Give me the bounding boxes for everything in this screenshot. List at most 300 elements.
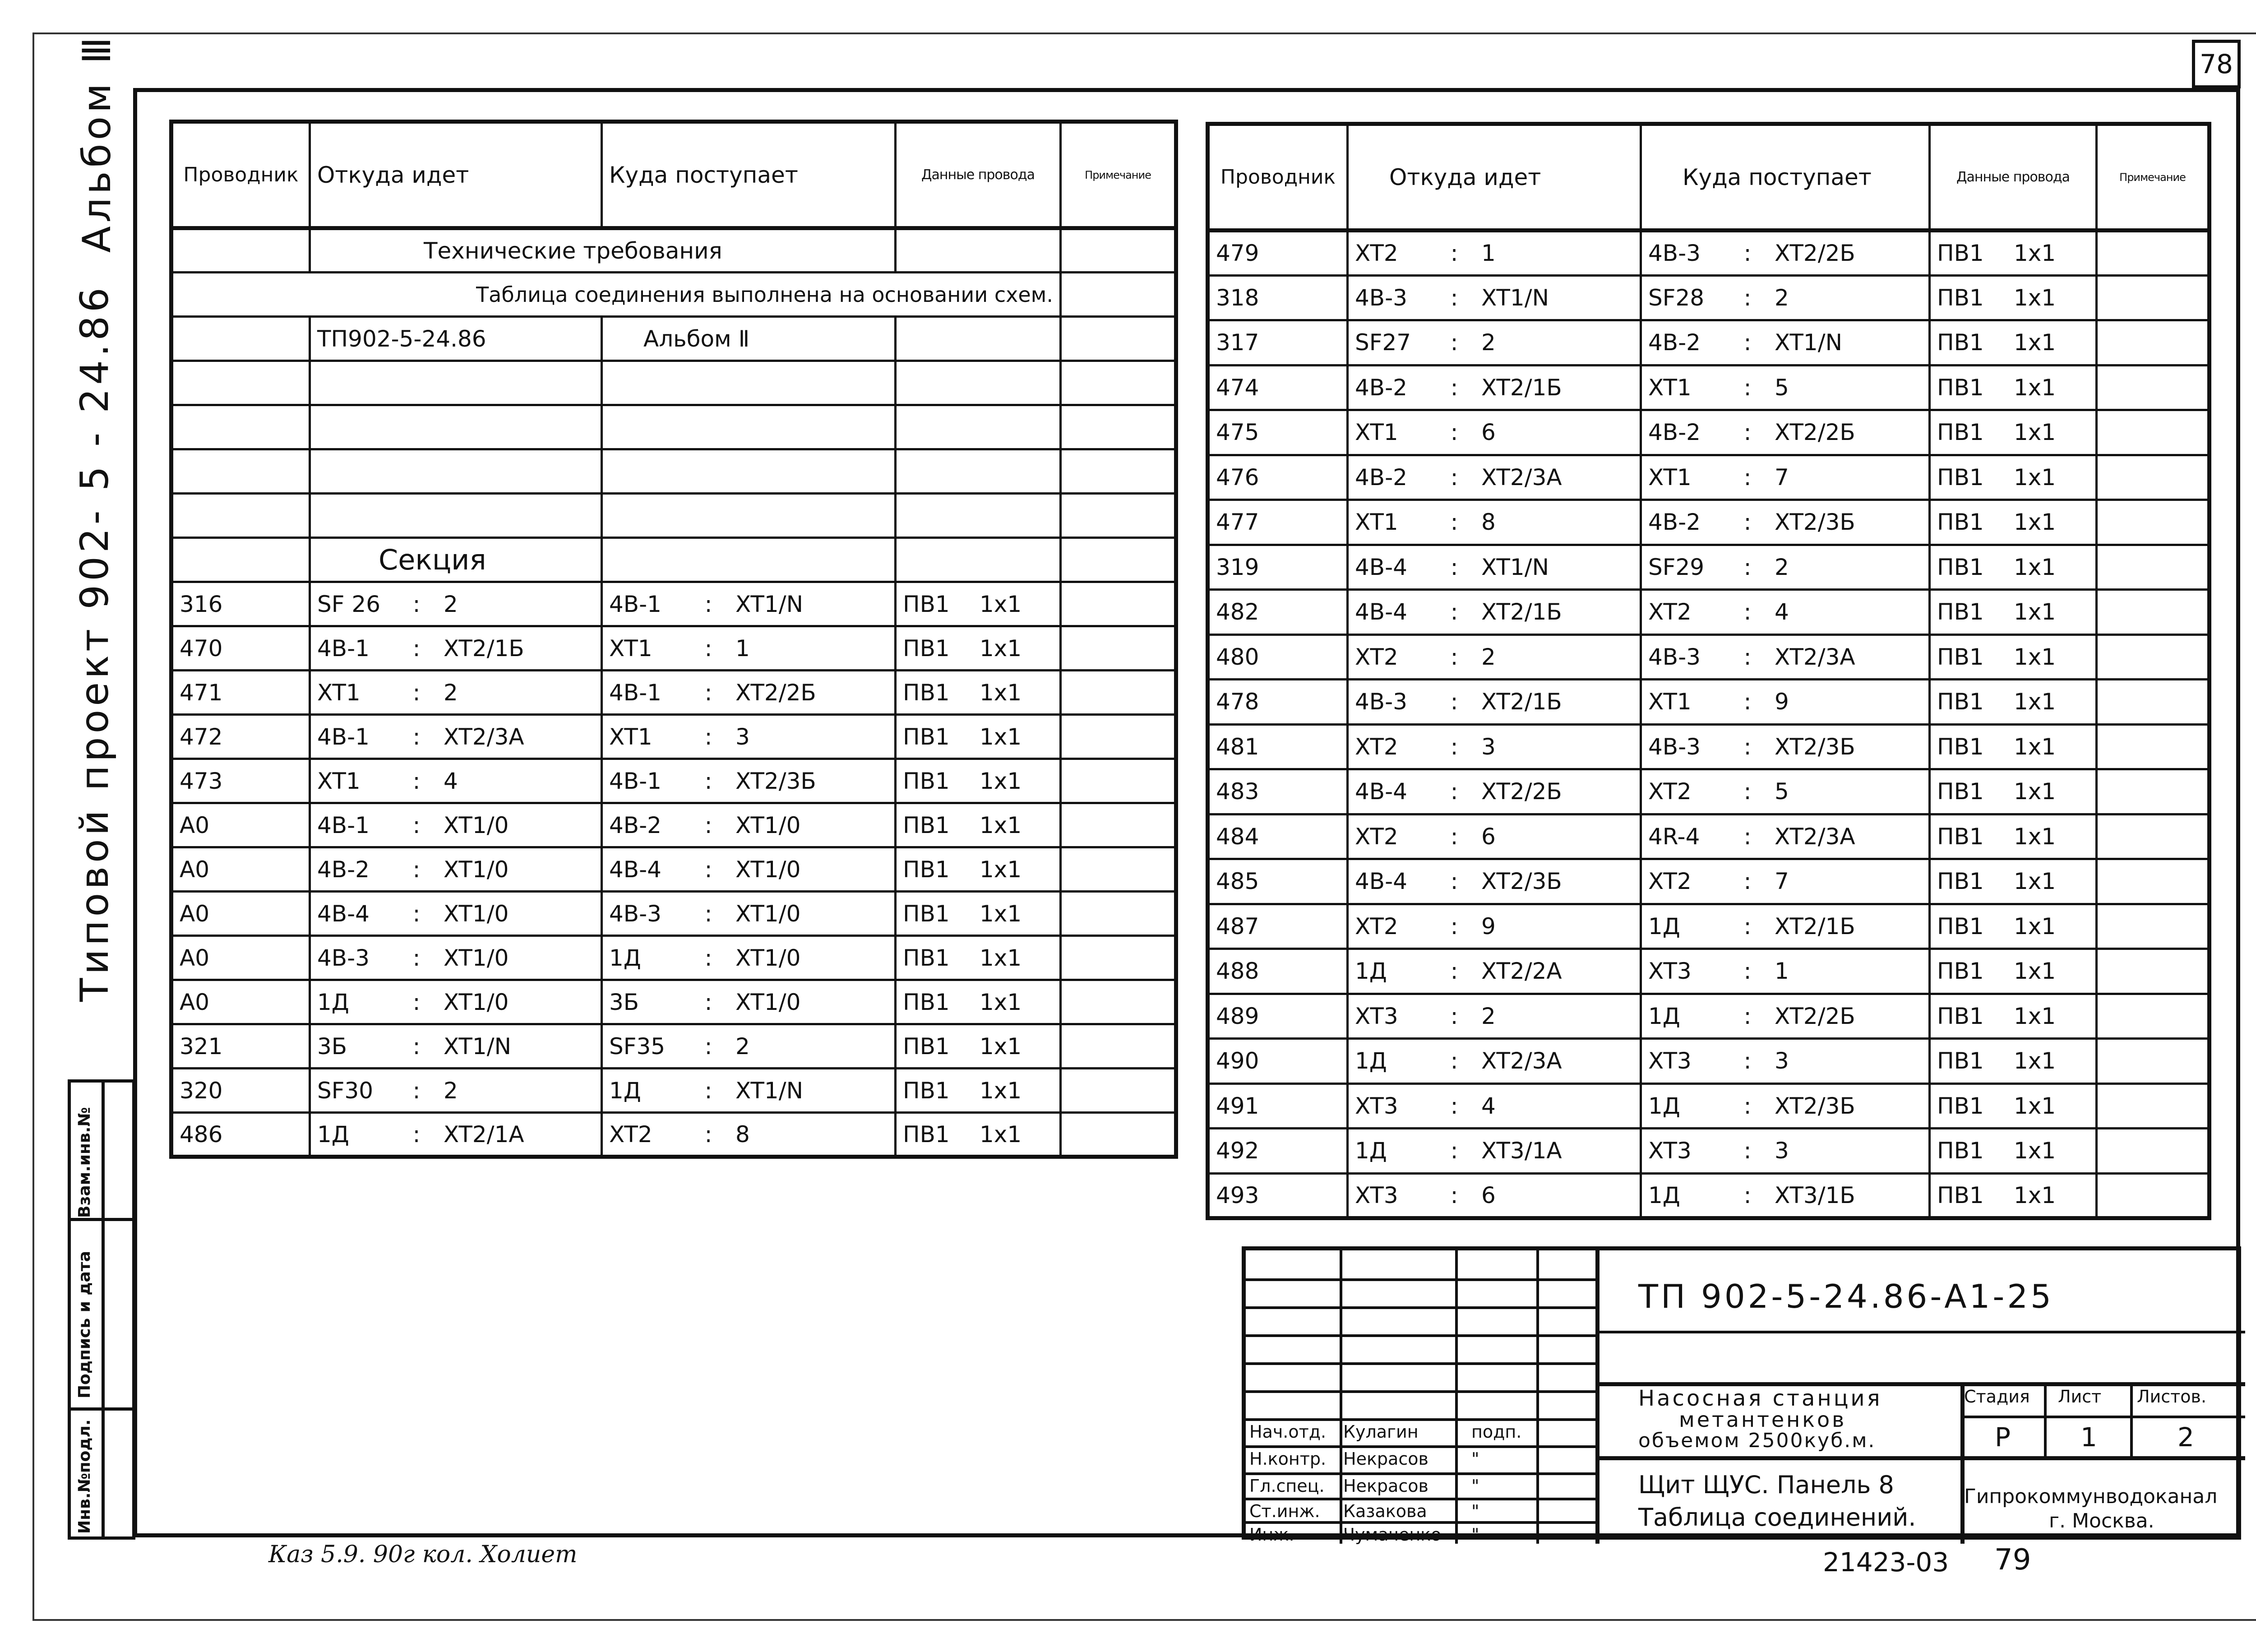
connection-note: Таблица соединения выполнена на основании схем. xyxy=(171,273,1061,317)
terminal-device: XT3 xyxy=(1648,1048,1692,1074)
terminal-device: XT1 xyxy=(1648,464,1692,491)
wire-cell xyxy=(1930,1173,2097,1218)
table-row xyxy=(1208,231,2210,276)
separator: : xyxy=(704,591,712,617)
from-cell xyxy=(1348,724,1641,769)
table-row xyxy=(171,803,1176,847)
separator: : xyxy=(412,679,421,706)
terminal-device: XT1 xyxy=(609,723,652,750)
terminal-device: 4В-4 xyxy=(1355,599,1407,625)
from-cell xyxy=(1348,904,1641,949)
staff-name: Некрасов xyxy=(1343,1476,1428,1496)
terminal-device: 4В-3 xyxy=(317,944,370,971)
to-cell xyxy=(1641,1129,1930,1174)
terminal-device: XT2 xyxy=(1355,913,1398,939)
table-row xyxy=(171,980,1176,1024)
table-row xyxy=(1208,724,2210,769)
note-cell xyxy=(1061,1069,1176,1113)
to-cell xyxy=(1641,410,1930,455)
wire-type: ПВ1 xyxy=(903,1121,950,1148)
tech-requirements: Технические требования xyxy=(310,228,896,273)
terminal-device: XT3 xyxy=(1648,1138,1692,1164)
separator: : xyxy=(1450,554,1458,580)
conductor-cell: 473 xyxy=(171,759,310,803)
col-from: Откуда идет xyxy=(1348,124,1641,231)
wire-cell xyxy=(1930,904,2097,949)
wire-section: 1x1 xyxy=(980,1033,1022,1060)
table-row xyxy=(171,538,1176,582)
terminal-pin: XT3/1А xyxy=(1481,1138,1562,1164)
conductor-cell: 320 xyxy=(171,1069,310,1113)
staff-name: Чумаченко xyxy=(1343,1525,1442,1545)
to-cell xyxy=(602,1113,896,1157)
separator: : xyxy=(704,635,712,662)
note-cell xyxy=(2097,859,2210,904)
separator: : xyxy=(1743,509,1752,536)
to-cell xyxy=(1641,231,1930,276)
separator: : xyxy=(1450,1048,1458,1074)
separator: : xyxy=(1743,958,1752,985)
table-row xyxy=(171,847,1176,892)
separator: : xyxy=(1450,464,1458,491)
wire-section: 1x1 xyxy=(2014,913,2056,939)
note-cell xyxy=(2097,320,2210,366)
terminal-pin: 9 xyxy=(1481,913,1496,939)
conductor-cell: 492 xyxy=(1208,1129,1348,1174)
wire-section: 1x1 xyxy=(2014,778,2056,805)
wire-type: ПВ1 xyxy=(1937,689,1984,715)
terminal-pin: 1 xyxy=(1775,958,1789,985)
note-cell xyxy=(1061,847,1176,892)
wire-type: ПВ1 xyxy=(1937,599,1984,625)
terminal-pin: XT1/0 xyxy=(444,900,509,927)
terminal-device: 4В-1 xyxy=(609,591,661,617)
title-block xyxy=(1242,1246,2241,1545)
terminal-device: 1Д xyxy=(1648,1003,1680,1029)
to-cell xyxy=(602,803,896,847)
from-cell xyxy=(1348,365,1641,410)
conductor-cell: 482 xyxy=(1208,590,1348,635)
separator: : xyxy=(1450,1003,1458,1029)
wire-cell xyxy=(1930,545,2097,590)
terminal-pin: XT1/N xyxy=(444,1033,511,1060)
table-row xyxy=(1208,680,2210,725)
wire-cell xyxy=(1930,410,2097,455)
separator: : xyxy=(412,989,421,1015)
terminal-pin: XT2/2Б xyxy=(735,679,816,706)
wire-cell xyxy=(896,892,1061,936)
separator: : xyxy=(412,856,421,883)
terminal-pin: XT1/N xyxy=(1775,329,1842,356)
terminal-pin: 1 xyxy=(735,635,750,662)
note-cell xyxy=(1061,626,1176,671)
wire-type: ПВ1 xyxy=(903,1033,950,1060)
separator: : xyxy=(1450,509,1458,536)
to-cell xyxy=(1641,455,1930,500)
terminal-pin: XT2/1Б xyxy=(444,635,524,662)
terminal-device: 4В-2 xyxy=(1648,419,1701,446)
col-conductor: Проводник xyxy=(1208,124,1348,231)
table-row xyxy=(171,671,1176,715)
terminal-device: 4В-3 xyxy=(609,900,661,927)
separator: : xyxy=(1743,1182,1752,1208)
to-cell xyxy=(1641,500,1930,545)
inventory-number: 21423-03 xyxy=(1823,1547,1949,1578)
note-cell xyxy=(1061,671,1176,715)
wire-section: 1x1 xyxy=(2014,374,2056,401)
separator: : xyxy=(1450,868,1458,895)
wire-cell xyxy=(1930,814,2097,859)
terminal-device: SF27 xyxy=(1355,329,1411,356)
stage-label: Стадия xyxy=(1964,1387,2030,1407)
terminal-pin: XT1/0 xyxy=(735,856,801,883)
from-cell xyxy=(1348,320,1641,366)
wire-type: ПВ1 xyxy=(903,989,950,1015)
terminal-device: XT3 xyxy=(1355,1182,1398,1208)
wire-section: 1x1 xyxy=(2014,284,2056,311)
terminal-device: XT1 xyxy=(1648,689,1692,715)
table-row xyxy=(1208,1083,2210,1129)
object-line-1: Насосная станция xyxy=(1638,1386,1882,1411)
terminal-pin: XT1/0 xyxy=(735,944,801,971)
conductor-cell: 483 xyxy=(1208,769,1348,814)
wire-type: ПВ1 xyxy=(1937,509,1984,536)
staff-signature: " xyxy=(1471,1476,1479,1496)
table-row xyxy=(171,892,1176,936)
terminal-device: 4В-4 xyxy=(317,900,370,927)
wire-cell xyxy=(896,980,1061,1024)
wire-cell xyxy=(1930,500,2097,545)
separator: : xyxy=(412,723,421,750)
wire-section: 1x1 xyxy=(2014,1182,2056,1208)
page-number: 79 xyxy=(1994,1543,2031,1577)
wire-type: ПВ1 xyxy=(1937,464,1984,491)
terminal-pin: 2 xyxy=(1481,329,1496,356)
terminal-pin: XT2/3Б xyxy=(735,768,816,794)
wire-cell xyxy=(1930,769,2097,814)
wire-cell xyxy=(1930,231,2097,276)
staff-name: Некрасов xyxy=(1343,1449,1428,1469)
to-cell xyxy=(1641,680,1930,725)
wire-section: 1x1 xyxy=(980,635,1022,662)
note-cell xyxy=(2097,1083,2210,1129)
terminal-pin: XT1/0 xyxy=(735,812,801,838)
conductor-cell: 477 xyxy=(1208,500,1348,545)
table-row xyxy=(171,361,1176,405)
table-row xyxy=(1208,994,2210,1039)
separator: : xyxy=(704,723,712,750)
terminal-pin: 2 xyxy=(1775,554,1789,580)
terminal-device: 4В-3 xyxy=(1355,689,1407,715)
staff-position: Н.контр. xyxy=(1249,1449,1327,1469)
terminal-pin: 4 xyxy=(444,768,458,794)
terminal-device: 4В-3 xyxy=(1648,643,1701,670)
terminal-pin: 8 xyxy=(1481,509,1496,536)
table-row xyxy=(1208,365,2210,410)
terminal-pin: 9 xyxy=(1775,689,1789,715)
table-row xyxy=(1208,545,2210,590)
separator: : xyxy=(704,900,712,927)
wire-cell xyxy=(896,671,1061,715)
note-cell xyxy=(2097,634,2210,680)
wire-section: 1x1 xyxy=(2014,643,2056,670)
terminal-device: 4В-4 xyxy=(1355,554,1407,580)
wire-type: ПВ1 xyxy=(1937,643,1984,670)
terminal-pin: 2 xyxy=(444,591,458,617)
separator: : xyxy=(1743,1003,1752,1029)
terminal-pin: XT1/0 xyxy=(444,944,509,971)
wire-type: ПВ1 xyxy=(1937,284,1984,311)
table-row xyxy=(1208,949,2210,994)
terminal-pin: 5 xyxy=(1775,374,1789,401)
sheet-label: Лист xyxy=(2058,1387,2102,1407)
col-conductor: Проводник xyxy=(171,122,310,228)
to-cell xyxy=(602,892,896,936)
terminal-device: XT3 xyxy=(1355,1003,1398,1029)
terminal-device: XT1 xyxy=(317,679,361,706)
terminal-device: 1Д xyxy=(1355,958,1387,985)
note-cell xyxy=(1061,582,1176,626)
separator: : xyxy=(1450,1182,1458,1208)
to-cell xyxy=(1641,1039,1930,1084)
separator: : xyxy=(1450,240,1458,267)
wire-cell xyxy=(896,1024,1061,1069)
wire-type: ПВ1 xyxy=(1937,913,1984,939)
table-row xyxy=(171,1113,1176,1157)
wire-section: 1x1 xyxy=(2014,868,2056,895)
organization-line-1: Гипрокоммунводоканал xyxy=(1964,1485,2218,1508)
to-cell xyxy=(1641,949,1930,994)
separator: : xyxy=(1743,419,1752,446)
terminal-device: XT2 xyxy=(1355,643,1398,670)
separator: : xyxy=(1450,823,1458,850)
separator: : xyxy=(1743,1138,1752,1164)
from-cell xyxy=(1348,769,1641,814)
terminal-device: SF29 xyxy=(1648,554,1705,580)
terminal-pin: XT2/3А xyxy=(444,723,524,750)
to-cell xyxy=(1641,994,1930,1039)
table-row xyxy=(1208,275,2210,320)
terminal-pin: XT2/1А xyxy=(444,1121,524,1148)
conductor-cell: 491 xyxy=(1208,1083,1348,1129)
from-cell xyxy=(310,936,602,980)
staff-position: Ст.инж. xyxy=(1249,1501,1320,1521)
separator: : xyxy=(1450,689,1458,715)
wire-section: 1x1 xyxy=(2014,464,2056,491)
terminal-pin: 6 xyxy=(1481,823,1496,850)
wire-type: ПВ1 xyxy=(903,812,950,838)
wire-section: 1x1 xyxy=(2014,1003,2056,1029)
terminal-pin: 6 xyxy=(1481,1182,1496,1208)
from-cell xyxy=(310,759,602,803)
table-row xyxy=(171,582,1176,626)
terminal-device: SF 26 xyxy=(317,591,381,617)
from-cell xyxy=(310,626,602,671)
terminal-pin: 5 xyxy=(1775,778,1789,805)
separator: : xyxy=(412,1077,421,1104)
col-from: Откуда идет xyxy=(310,122,602,228)
terminal-pin: 7 xyxy=(1775,464,1789,491)
table-row xyxy=(171,1069,1176,1113)
conductor-cell: 321 xyxy=(171,1024,310,1069)
sign-date-label: Подпись и дата xyxy=(75,1251,94,1398)
wire-cell xyxy=(1930,365,2097,410)
separator: : xyxy=(704,1121,712,1148)
note-cell xyxy=(2097,904,2210,949)
terminal-pin: 6 xyxy=(1481,419,1496,446)
terminal-pin: XT2/1Б xyxy=(1481,689,1562,715)
conductor-cell: 486 xyxy=(171,1113,310,1157)
note-cell xyxy=(2097,1129,2210,1174)
wire-type: ПВ1 xyxy=(903,900,950,927)
separator: : xyxy=(1450,958,1458,985)
terminal-pin: XT1/0 xyxy=(735,900,801,927)
table-row xyxy=(1208,814,2210,859)
conductor-cell: 487 xyxy=(1208,904,1348,949)
from-cell xyxy=(310,803,602,847)
table-row xyxy=(1208,500,2210,545)
wire-type: ПВ1 xyxy=(1937,1138,1984,1164)
separator: : xyxy=(412,635,421,662)
wire-cell xyxy=(896,626,1061,671)
handwritten-note: Каз 5.9. 90г кол. Холиет xyxy=(268,1541,578,1568)
conductor-cell: А0 xyxy=(171,847,310,892)
separator: : xyxy=(1450,374,1458,401)
section-label: Секция xyxy=(310,538,602,582)
stage-value: Р xyxy=(1995,1422,2011,1453)
staff-signature: " xyxy=(1471,1525,1479,1545)
separator: : xyxy=(412,812,421,838)
note-cell xyxy=(2097,949,2210,994)
wire-cell xyxy=(896,936,1061,980)
to-cell xyxy=(1641,814,1930,859)
sheet-title-1: Щит ЩУС. Панель 8 xyxy=(1638,1471,1894,1499)
table-row xyxy=(171,317,1176,361)
terminal-pin: XT2/3А xyxy=(1481,464,1562,491)
terminal-device: XT2 xyxy=(1355,823,1398,850)
note-cell xyxy=(1061,759,1176,803)
table-row xyxy=(171,715,1176,759)
conductor-cell: 317 xyxy=(1208,320,1348,366)
to-cell xyxy=(602,1024,896,1069)
terminal-device: 4В-3 xyxy=(1648,240,1701,267)
terminal-device: SF28 xyxy=(1648,284,1705,311)
organization-line-2: г. Москва. xyxy=(2049,1509,2154,1532)
separator: : xyxy=(704,679,712,706)
wire-type: ПВ1 xyxy=(1937,778,1984,805)
wire-type: ПВ1 xyxy=(1937,1092,1984,1119)
separator: : xyxy=(1450,913,1458,939)
to-cell xyxy=(602,582,896,626)
wire-section: 1x1 xyxy=(980,1121,1022,1148)
from-cell xyxy=(310,1024,602,1069)
to-cell xyxy=(1641,724,1930,769)
conductor-cell: А0 xyxy=(171,980,310,1024)
wire-section: 1x1 xyxy=(980,989,1022,1015)
note-cell xyxy=(2097,769,2210,814)
terminal-pin: XT1/0 xyxy=(444,856,509,883)
terminal-pin: XT2/1Б xyxy=(1775,913,1855,939)
wire-cell xyxy=(1930,1129,2097,1174)
wire-section: 1x1 xyxy=(2014,823,2056,850)
to-cell xyxy=(602,1069,896,1113)
inv-orig-label: Инв.№подл. xyxy=(75,1419,94,1534)
table-row xyxy=(1208,634,2210,680)
terminal-pin: 2 xyxy=(735,1033,750,1060)
table-header xyxy=(1208,124,2210,231)
wire-cell xyxy=(896,715,1061,759)
terminal-device: 1Д xyxy=(1648,1182,1680,1208)
terminal-pin: XT2/3А xyxy=(1775,643,1855,670)
to-cell xyxy=(602,936,896,980)
album-label: Альбом Ⅲ xyxy=(74,33,120,253)
wire-cell xyxy=(896,1069,1061,1113)
terminal-pin: XT2/2Б xyxy=(1775,419,1855,446)
terminal-device: 4В-2 xyxy=(1355,374,1407,401)
to-cell xyxy=(1641,1083,1930,1129)
from-cell xyxy=(310,980,602,1024)
from-cell xyxy=(1348,590,1641,635)
staff-name: Кулагин xyxy=(1343,1422,1419,1442)
sheet-number: 78 xyxy=(2192,40,2241,88)
sheets-label: Листов. xyxy=(2137,1387,2207,1407)
to-cell xyxy=(602,671,896,715)
from-cell xyxy=(310,671,602,715)
separator: : xyxy=(412,900,421,927)
terminal-device: 4В-1 xyxy=(317,635,370,662)
terminal-device: XT3 xyxy=(1648,958,1692,985)
separator: : xyxy=(1743,464,1752,491)
terminal-device: 3Б xyxy=(317,1033,347,1060)
note-cell xyxy=(2097,275,2210,320)
wire-section: 1x1 xyxy=(2014,1048,2056,1074)
to-cell xyxy=(1641,590,1930,635)
wire-cell xyxy=(1930,320,2097,366)
wire-cell xyxy=(1930,680,2097,725)
terminal-pin: XT1/N xyxy=(1481,284,1549,311)
terminal-device: 4В-1 xyxy=(317,723,370,750)
separator: : xyxy=(1743,554,1752,580)
note-cell xyxy=(1061,1024,1176,1069)
terminal-device: XT2 xyxy=(1648,599,1692,625)
separator: : xyxy=(1450,329,1458,356)
terminal-device: 4В-3 xyxy=(1355,284,1407,311)
conductor-cell: А0 xyxy=(171,892,310,936)
terminal-device: 4В-2 xyxy=(1648,329,1701,356)
wire-type: ПВ1 xyxy=(903,768,950,794)
object-line-2: метантенков xyxy=(1679,1407,1847,1432)
separator: : xyxy=(1743,284,1752,311)
table-row xyxy=(171,494,1176,538)
note-cell xyxy=(2097,590,2210,635)
table-row xyxy=(1208,590,2210,635)
terminal-device: 4В-1 xyxy=(317,812,370,838)
col-wire: Данные провода xyxy=(1930,124,2097,231)
wire-section: 1x1 xyxy=(2014,329,2056,356)
to-cell xyxy=(1641,634,1930,680)
wire-cell xyxy=(1930,994,2097,1039)
wire-section: 1x1 xyxy=(980,856,1022,883)
note-cell xyxy=(2097,365,2210,410)
wire-type: ПВ1 xyxy=(1937,868,1984,895)
terminal-device: 1Д xyxy=(1648,1092,1680,1119)
terminal-pin: XT3/1Б xyxy=(1775,1182,1855,1208)
conductor-cell: 489 xyxy=(1208,994,1348,1039)
terminal-device: 4В-4 xyxy=(1355,778,1407,805)
terminal-device: XT2 xyxy=(1355,733,1398,760)
separator: : xyxy=(704,812,712,838)
terminal-pin: 3 xyxy=(1775,1138,1789,1164)
